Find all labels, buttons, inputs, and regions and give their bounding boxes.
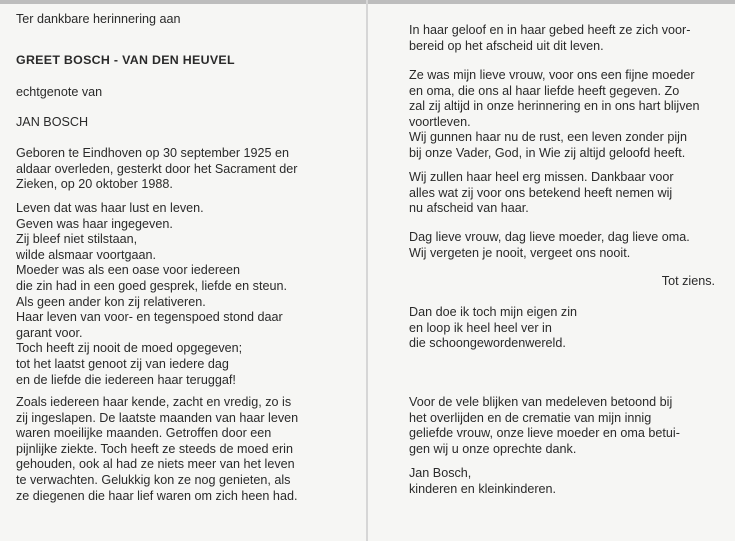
verse-line: Dan doe ik toch mijn eigen zin (409, 305, 578, 319)
signature-line: kinderen en kleinkinderen. (409, 481, 557, 496)
wife-paragraph (409, 68, 700, 162)
deceased-name: GREET BOSCH - VAN DEN HEUVEL (16, 53, 235, 67)
bio-line: Zieken, op 20 oktober 1988. (16, 177, 173, 192)
missing-line: alles wat zij voor ons betekend heeft nemen wij (409, 185, 673, 200)
thanks-paragraph (409, 395, 680, 457)
closing-line: ze diegenen die haar lief waren om zich heen had. (16, 488, 298, 503)
missing-line: nu afscheid van haar. (409, 201, 529, 216)
wife-line: Wij gunnen haar nu de rust, een leven zonder pijn (409, 130, 687, 145)
thanks-line: geliefde vrouw, onze lieve moeder en oma betui- (409, 426, 680, 441)
poem-line: die zin had in een goed gesprek, liefde en steun. (16, 278, 287, 293)
poem-line: Leven dat was haar lust en leven. (16, 201, 204, 215)
missing-paragraph (409, 170, 674, 217)
poem-line: Moeder was als een oase voor iedereen (16, 263, 241, 278)
farewell-text: Tot ziens. (661, 274, 715, 288)
poem-paragraph (16, 201, 287, 388)
poem-line: Als geen ander kon zij relativeren. (16, 294, 206, 309)
thanks-line: Voor de vele blijken van medeleven betoond bij (409, 395, 673, 409)
bio-line: aldaar overleden, gesterkt door het Sacrament der (16, 161, 298, 176)
poem-line: wilde alsmaar voortgaan. (16, 247, 157, 262)
spouse-name: JAN BOSCH (16, 115, 89, 129)
poem-line: garant voor. (16, 325, 83, 340)
intro-text: Ter dankbare herinnering aan (16, 12, 181, 26)
poem-line: Geven was haar ingegeven. (16, 216, 173, 231)
poem-line: tot het laatst genoot zij van iedere dag (16, 356, 229, 371)
verse-line: en loop ik heel heel ver in (409, 320, 552, 335)
goodbye-paragraph (409, 230, 690, 261)
closing-line: te verwachten. Gelukkig kon ze nog genieten, als (16, 472, 291, 487)
thanks-line: het overlijden en de crematie van mijn innig (409, 410, 652, 425)
faith-line: In haar geloof en in haar gebed heeft ze zich voor- (409, 23, 691, 37)
poem-line: Toch heeft zij nooit de moed opgegeven; (16, 341, 243, 356)
wife-line: zal zij altijd in onze herinnering en in ons hart blijven (409, 99, 700, 114)
poem-line: en de liefde die iedereen haar teruggaf! (16, 372, 236, 387)
bio-paragraph (16, 146, 297, 193)
spouse-label: echtgenote van (16, 85, 103, 99)
verse-paragraph (409, 305, 577, 352)
bio-line: Geboren te Eindhoven op 30 september 1925 en (16, 146, 290, 160)
poem-line: Zij bleef niet stilstaan, (16, 232, 138, 247)
closing-line: Zoals iedereen haar kende, zacht en vredig, zo is (16, 395, 292, 409)
thanks-line: gen wij u onze oprechte dank. (409, 441, 577, 456)
wife-line: bij onze Vader, God, in Wie zij altijd geloofd heeft. (409, 145, 686, 160)
closing-line: gehouden, ook al had ze niets meer van het leven (16, 457, 295, 472)
goodbye-line: Dag lieve vrouw, dag lieve moeder, dag lieve oma. (409, 230, 690, 244)
closing-line: pijnlijke ziekte. Toch heeft ze steeds de moed erin (16, 441, 293, 456)
verse-line: die schoongewordenwereld. (409, 336, 566, 351)
card-fold-line (366, 0, 368, 541)
faith-paragraph (409, 23, 690, 54)
poem-line: Haar leven van voor- en tegenspoed stond daar (16, 310, 283, 325)
closing-line: waren moeilijke maanden. Getroffen door een (16, 426, 272, 441)
faith-line: bereid op het afscheid uit dit leven. (409, 38, 604, 53)
goodbye-line: Wij vergeten je nooit, vergeet ons nooit. (409, 245, 631, 260)
wife-line: voortleven. (409, 114, 471, 129)
missing-line: Wij zullen haar heel erg missen. Dankbaar voor (409, 170, 674, 184)
wife-line: en oma, die ons al haar liefde heeft gegeven. Zo (409, 83, 680, 98)
signature-line: Jan Bosch, (409, 466, 472, 480)
closing-paragraph (16, 395, 298, 504)
signature-block (409, 466, 556, 497)
wife-line: Ze was mijn lieve vrouw, voor ons een fijne moeder (409, 68, 695, 82)
closing-line: zij ingeslapen. De laatste maanden van haar leven (16, 410, 299, 425)
